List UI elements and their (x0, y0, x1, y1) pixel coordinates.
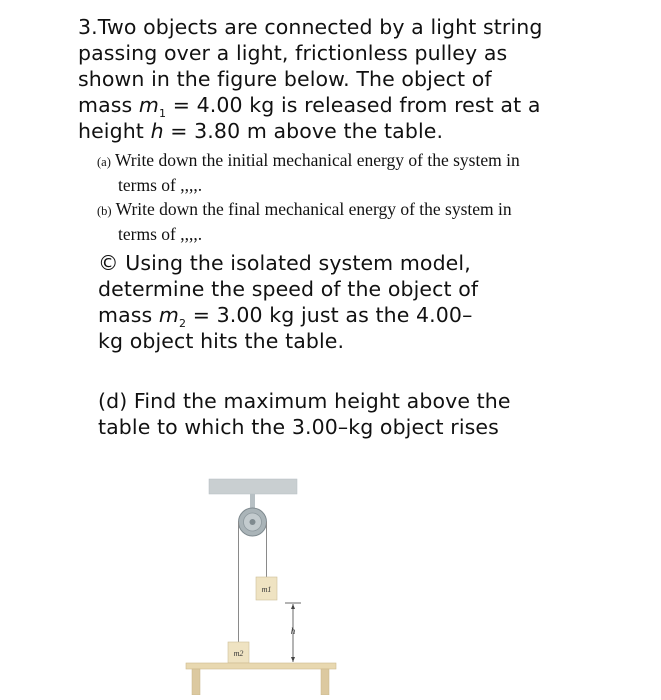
part-c-line-1: © Using the isolated system model, (98, 251, 471, 275)
part-c-mass-text: mass (98, 303, 159, 327)
pulley-figure (180, 470, 350, 695)
part-a-label: (a) (97, 155, 111, 169)
problem-line-4 (78, 92, 648, 121)
part-a-line-1 (97, 149, 657, 174)
height-value-text: = 3.80 m above the table. (163, 119, 444, 143)
mass-text: mass (78, 93, 139, 117)
mass-value-text: = 4.00 kg is released from rest at a (166, 93, 541, 117)
part-b-line-1 (97, 198, 657, 223)
mass-subscript-1: 1 (159, 107, 167, 121)
table-leg-left (192, 669, 200, 695)
height-variable-h: h (150, 119, 164, 143)
table-leg-right (321, 669, 329, 695)
part-a-line-2: terms of ,,,,. (118, 175, 203, 195)
part-d-line-2: table to which the 3.00–kg object rises (98, 415, 499, 439)
part-d-line-1: (d) Find the maximum height above the (98, 389, 511, 413)
height-label: h (290, 626, 296, 636)
part-c-mass-value: = 3.00 kg just as the 4.00– (186, 303, 473, 327)
mass-subscript-2: 2 (179, 317, 187, 331)
part-d (98, 388, 658, 440)
part-b-line-2: terms of ,,,,. (118, 224, 203, 244)
block-m2-label: m2 (233, 649, 244, 658)
block-m1-label: m1 (261, 585, 272, 594)
part-a-text: Write down the initial mechanical energy of the system in (114, 150, 520, 170)
height-arrow-down-icon (291, 657, 295, 662)
problem-statement (78, 14, 648, 144)
part-c-line-3 (98, 302, 658, 331)
part-b-label: (b) (97, 204, 112, 218)
problem-line-2: passing over a light, frictionless pulley as (78, 41, 508, 65)
part-c-line-2: determine the speed of the object of (98, 277, 479, 301)
part-a (97, 149, 657, 197)
mass-variable-m1: m (138, 93, 159, 117)
problem-line-3: shown in the figure below. The object of (78, 67, 492, 91)
table-top (186, 663, 336, 669)
part-b-text: Write down the final mechanical energy of the system in (115, 199, 512, 219)
mass-variable-m2: m (158, 303, 179, 327)
part-b (97, 198, 657, 246)
ceiling (209, 479, 297, 494)
problem-line-1: 3.Two objects are connected by a light string (78, 15, 543, 39)
pulley-axle (250, 519, 256, 525)
part-c-line-4: kg object hits the table. (98, 329, 345, 353)
problem-line-5 (78, 118, 648, 144)
part-c (98, 250, 658, 354)
height-text: height (78, 119, 151, 143)
height-arrow-up-icon (291, 604, 295, 609)
